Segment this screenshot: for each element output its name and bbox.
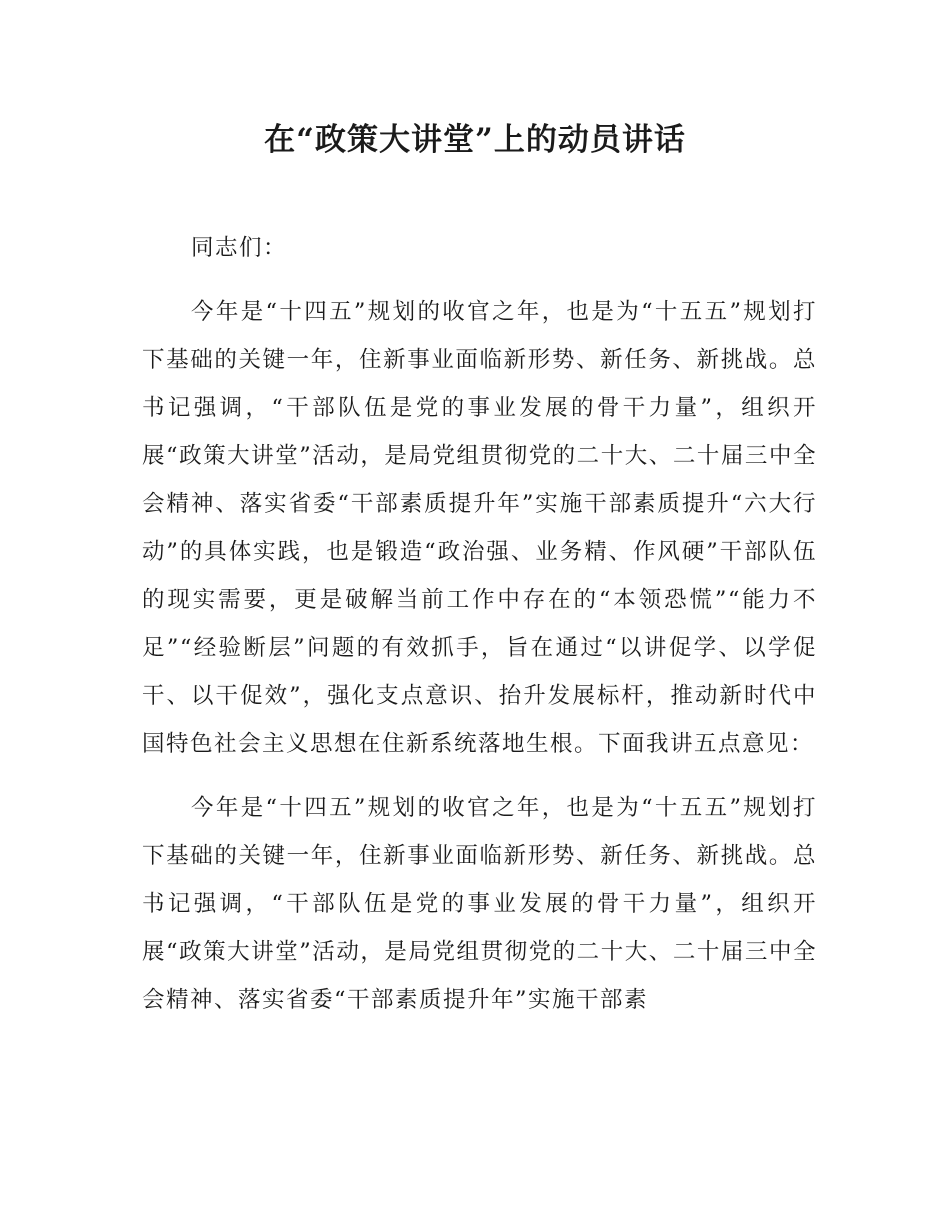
paragraph-1: 今年是“十四五”规划的收官之年，也是为“十五五”规划打下基础的关键一年，住新事业面临新形势、新任务、新挑战。总书记强调，“干部队伍是党的事业发展的骨干力量”，组织开展“政策大讲堂”活动，是局党组贯彻党的二十大、二十届三中全会精神、落实省委“干部素质提升年”实施干部素质提升“六大行动”的具体实践，也是锻造“政治强、业务精、作风硬”干部队伍的现实需要，更是破解当前工作中存在的“本领恐慌”“能力不足”“经验断层”问题的有效抓手，旨在通过“以讲促学、以学促干、以干促效”，强化支点意识、抬升发展标杆，推动新时代中国特色社会主义思想在住新系统落地生根。下面我讲五点意见： <box>142 299 817 757</box>
paragraph-2: 今年是“十四五”规划的收官之年，也是为“十五五”规划打下基础的关键一年，住新事业面临新形势、新任务、新挑战。总书记强调，“干部队伍是党的事业发展的骨干力量”，组织开展“政策大讲堂”活动，是局党组贯彻党的二十大、二十届三中全会精神、落实省委“干部素质提升年”实施干部素 <box>142 795 817 1013</box>
document-body <box>142 224 817 1040</box>
salutation: 同志们： <box>191 235 288 261</box>
document-title: 在“政策大讲堂”上的动员讲话 <box>264 122 686 158</box>
